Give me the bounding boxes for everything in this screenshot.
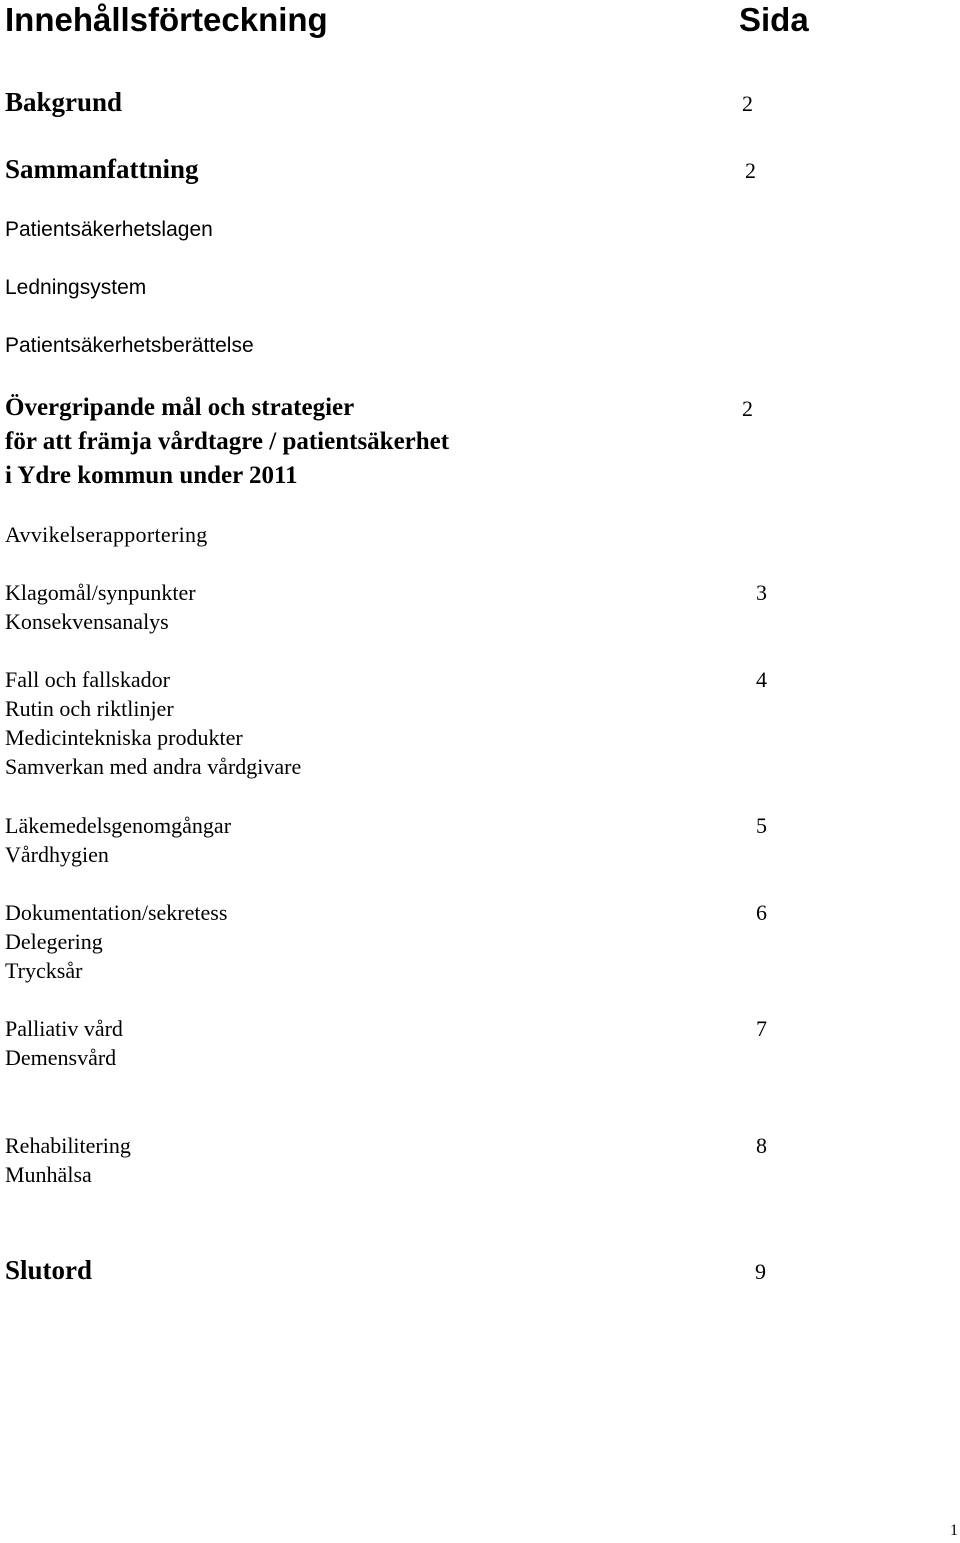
toc-page-bakgrund: 2 (742, 91, 753, 116)
toc-entry-sammanfattning: Sammanfattning (5, 154, 199, 184)
toc-page-klagomal: 3 (756, 580, 767, 605)
toc-page-overgripande: 2 (742, 396, 753, 421)
toc-entry-medicin: Medicintekniska produkter (5, 725, 243, 750)
toc-entry-slutord: Slutord (5, 1255, 93, 1285)
toc-page-dokumentation: 6 (756, 900, 767, 925)
toc-entry-munhalsa: Munhälsa (5, 1162, 92, 1187)
toc-title: Innehållsförteckning (5, 1, 328, 38)
toc-entry-konsekvens: Konsekvensanalys (5, 609, 169, 634)
toc-entry-palliativ: Palliativ vård (5, 1016, 123, 1041)
toc-entry-dokumentation: Dokumentation/sekretess (5, 900, 228, 925)
toc-entry-overgripande-line1: Övergripande mål och strategier (5, 394, 355, 421)
toc-entry-vardhygien: Vårdhygien (5, 842, 109, 867)
toc-entry-trycksar: Trycksår (5, 958, 83, 983)
toc-entry-klagomal: Klagomål/synpunkter (5, 580, 196, 605)
toc-entry-delegering: Delegering (5, 929, 103, 954)
footer-page-number: 1 (950, 1522, 958, 1539)
toc-entry-berattelse: Patientsäkerhetsberättelse (5, 334, 254, 357)
toc-page-fall: 4 (756, 667, 767, 692)
toc-page-sammanfattning: 2 (745, 158, 756, 183)
toc-entry-patientsakerhetslagen: Patientsäkerhetslagen (5, 218, 213, 241)
toc-entry-overgripande-line2: för att främja vårdtagre / patientsäkerhet (5, 428, 450, 455)
toc-entry-overgripande-line3: i Ydre kommun under 2011 (5, 462, 298, 489)
toc-page-slutord: 9 (755, 1259, 766, 1284)
toc-entry-rehabilitering: Rehabilitering (5, 1133, 131, 1158)
page-column-header: Sida (739, 1, 809, 38)
toc-entry-samverkan: Samverkan med andra vårdgivare (5, 754, 302, 779)
toc-entry-ledningssystem: Ledningsystem (5, 276, 147, 299)
toc-page-rehabilitering: 8 (756, 1133, 767, 1158)
toc-entry-avvikelse: Avvikelserapportering (5, 522, 208, 547)
toc-entry-lakemedel: Läkemedelsgenomgångar (5, 813, 232, 838)
toc-entry-bakgrund: Bakgrund (5, 87, 123, 117)
toc-entry-rutin: Rutin och riktlinjer (5, 696, 174, 721)
toc-entry-fall: Fall och fallskador (5, 667, 170, 692)
toc-entry-demensvard: Demensvård (5, 1045, 117, 1070)
toc-page-lakemedel: 5 (756, 813, 767, 838)
toc-page-palliativ: 7 (756, 1016, 767, 1041)
